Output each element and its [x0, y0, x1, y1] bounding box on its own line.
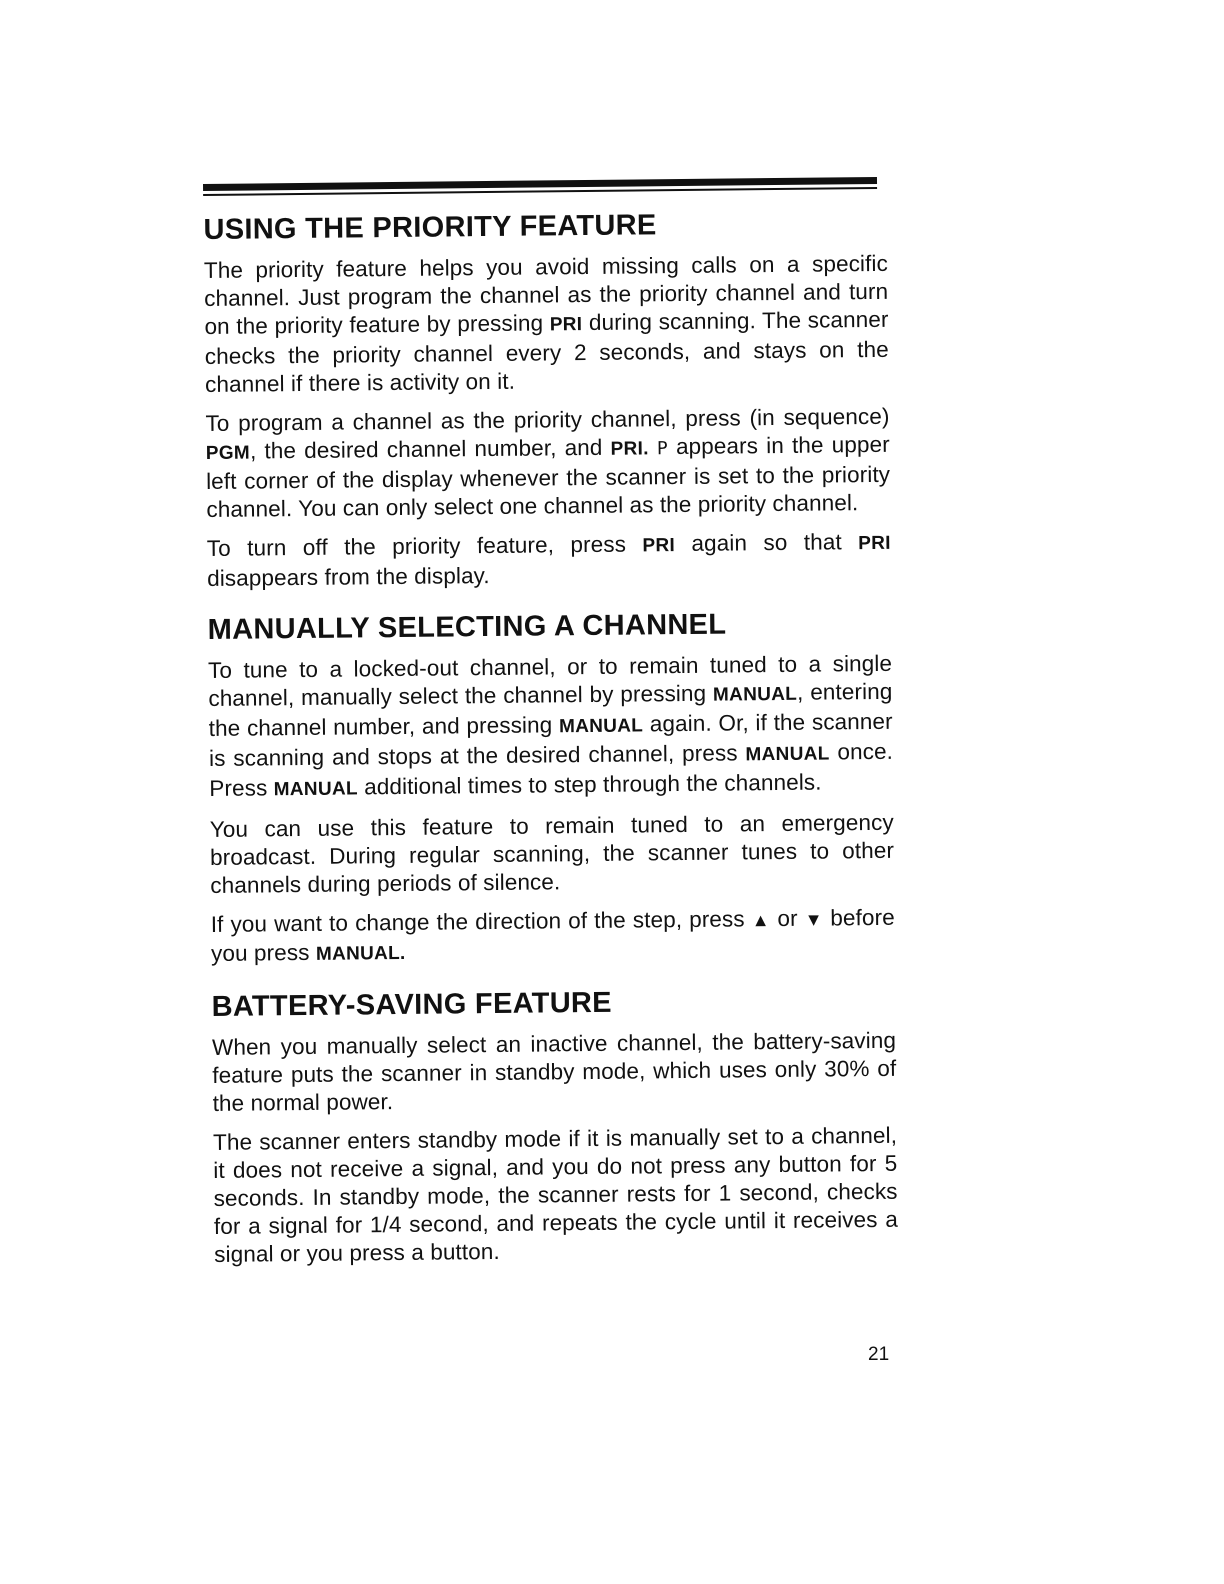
indicator-pri: PRI	[858, 532, 891, 554]
display-p-indicator: P	[656, 437, 668, 459]
paragraph-priority-program: To program a channel as the priority channel, press (in sequence) PGM, the desired channel number, and PRI. P appears in the upper left corner of the display whenever the scanner is set to the priority channel. You can only select one channel as the priority channel.	[205, 403, 891, 522]
key-manual: MANUAL.	[315, 942, 406, 965]
up-arrow-icon: ▲	[751, 909, 771, 930]
page-number: 21	[868, 1344, 890, 1365]
down-arrow-icon: ▼	[804, 909, 824, 930]
key-manual: MANUAL	[558, 714, 644, 737]
key-manual: MANUAL	[273, 777, 358, 800]
paragraph-priority-off: To turn off the priority feature, press PRI again so that PRI disappears from the display.	[206, 528, 891, 591]
key-manual: MANUAL	[745, 742, 830, 765]
section-heading-manual: MANUALLY SELECTING A CHANNEL	[207, 608, 727, 646]
paragraph-battery-standby: The scanner enters standby mode if it is manually set to a channel, it does not receive a signal, and you do not press any button for 5 seconds. In standby mode, the scanner rests for 1 second, checks for a signal for 1/4 second, and repeats the cycle until it receives a signal or you press a button.	[212, 1122, 899, 1267]
key-pgm: PGM	[205, 442, 251, 464]
key-pri: PRI	[642, 534, 676, 556]
paragraph-manual-direction: If you want to change the direction of the step, press ▲ or ▼ before you press MANUAL.	[210, 904, 895, 966]
paragraph-manual-select: To tune to a locked-out channel, or to remain tuned to a single channel, manually select the channel by pressing MANUAL, entering the channel number, and pressing MANUAL again. Or, if the scanner is scanning and stops at the desired channel, press MANUAL once. Press MANUAL additional times to step through the channels.	[207, 650, 894, 801]
manual-page	[203, 177, 898, 1280]
section-heading-priority: USING THE PRIORITY FEATURE	[203, 208, 657, 246]
paragraph-battery-intro: When you manually select an inactive channel, the battery-saving feature puts the scanner in standby mode, which uses only 30% of the normal power.	[211, 1027, 897, 1116]
key-manual: MANUAL	[712, 683, 798, 706]
key-pri: PRI	[549, 313, 583, 335]
key-pri: PRI.	[610, 437, 649, 460]
paragraph-manual-emergency: You can use this feature to remain tuned to an emergency broadcast. During regular scanning, the scanner tunes to other channels during periods of silence.	[209, 809, 895, 898]
paragraph-priority-intro: The priority feature helps you avoid missing calls on a specific channel. Just program the channel as the priority channel and turn on the priority feature by pressing PRI during scanning. The scanner checks the priority channel every 2 seconds, and stays on the channel if there is activity on it.	[203, 250, 889, 397]
section-heading-battery: BATTERY-SAVING FEATURE	[211, 986, 613, 1023]
